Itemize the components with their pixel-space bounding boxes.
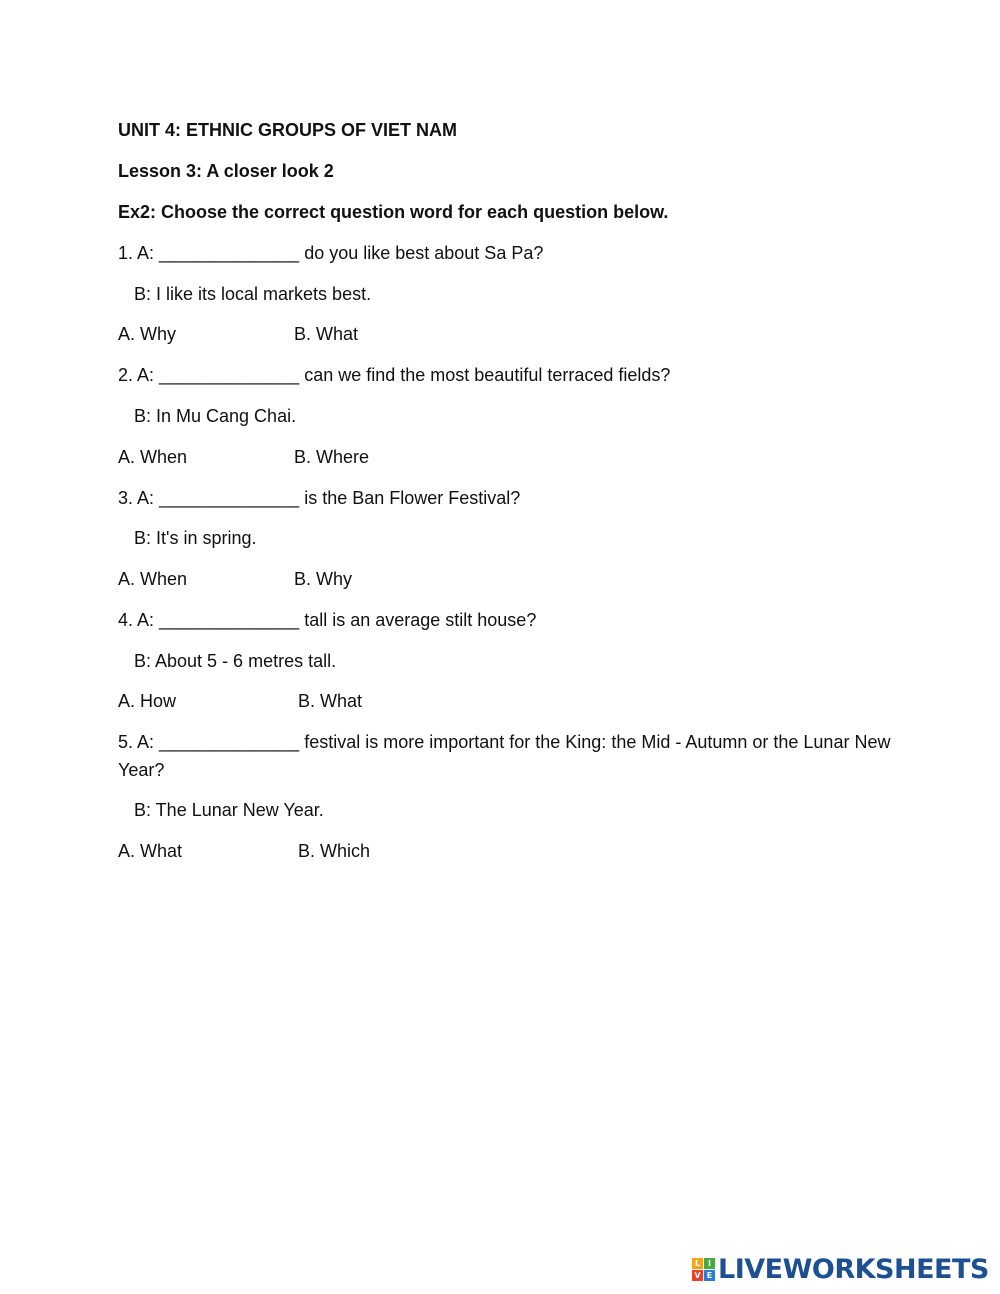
question-text: festival is more important for the King: the Mid - Autumn or the Lunar New Year? xyxy=(118,732,891,780)
question-number: 5. A: xyxy=(118,732,160,752)
question-5 xyxy=(118,728,898,784)
question-text: can we find the most beautiful terraced fields? xyxy=(299,365,671,385)
question-1 xyxy=(118,241,543,265)
question-3-option-a[interactable]: A. When xyxy=(118,569,188,589)
question-4-option-a[interactable]: A. How xyxy=(118,691,177,711)
question-5-option-a[interactable]: A. What xyxy=(118,841,183,861)
question-4-answer: B: About 5 - 6 metres tall. xyxy=(134,651,337,671)
unit-title: UNIT 4: ETHNIC GROUPS OF VIET NAM xyxy=(118,120,458,140)
answer-blank[interactable]: ______________ xyxy=(159,488,300,508)
lesson-title: Lesson 3: A closer look 2 xyxy=(118,161,334,181)
question-2-answer: B: In Mu Cang Chai. xyxy=(134,406,297,426)
question-3-answer: B: It's in spring. xyxy=(134,528,257,548)
logo-mark-tile: V xyxy=(692,1270,703,1281)
question-text: do you like best about Sa Pa? xyxy=(299,243,544,263)
question-5-answer: B: The Lunar New Year. xyxy=(134,800,324,820)
logo-text: LIVEWORKSHEETS xyxy=(718,1253,989,1285)
question-number: 2. A: xyxy=(118,365,160,385)
answer-blank[interactable]: ______________ xyxy=(159,610,300,630)
question-3-option-b[interactable]: B. Why xyxy=(294,569,353,589)
question-number: 1. A: xyxy=(118,243,160,263)
logo-mark-icon xyxy=(692,1258,715,1281)
answer-blank[interactable]: ______________ xyxy=(159,243,300,263)
question-text: is the Ban Flower Festival? xyxy=(299,488,521,508)
question-1-answer: B: I like its local markets best. xyxy=(134,284,372,304)
question-2-option-b[interactable]: B. Where xyxy=(294,447,370,467)
question-2-option-a[interactable]: A. When xyxy=(118,447,188,467)
question-number: 4. A: xyxy=(118,610,160,630)
question-1-option-b[interactable]: B. What xyxy=(294,324,359,344)
question-4-option-b[interactable]: B. What xyxy=(298,691,363,711)
question-3 xyxy=(118,486,520,510)
question-number: 3. A: xyxy=(118,488,160,508)
logo-mark-tile: I xyxy=(704,1258,715,1269)
question-2 xyxy=(118,363,670,387)
answer-blank[interactable]: ______________ xyxy=(159,732,300,752)
liveworksheets-logo xyxy=(692,1254,989,1284)
question-text: tall is an average stilt house? xyxy=(299,610,537,630)
question-5-option-b[interactable]: B. Which xyxy=(298,841,371,861)
question-1-option-a[interactable]: A. Why xyxy=(118,324,177,344)
exercise-instruction: Ex2: Choose the correct question word for each question below. xyxy=(118,202,669,222)
logo-mark-tile: L xyxy=(692,1258,703,1269)
logo-mark-tile: E xyxy=(704,1270,715,1281)
question-4 xyxy=(118,608,536,632)
answer-blank[interactable]: ______________ xyxy=(159,365,300,385)
